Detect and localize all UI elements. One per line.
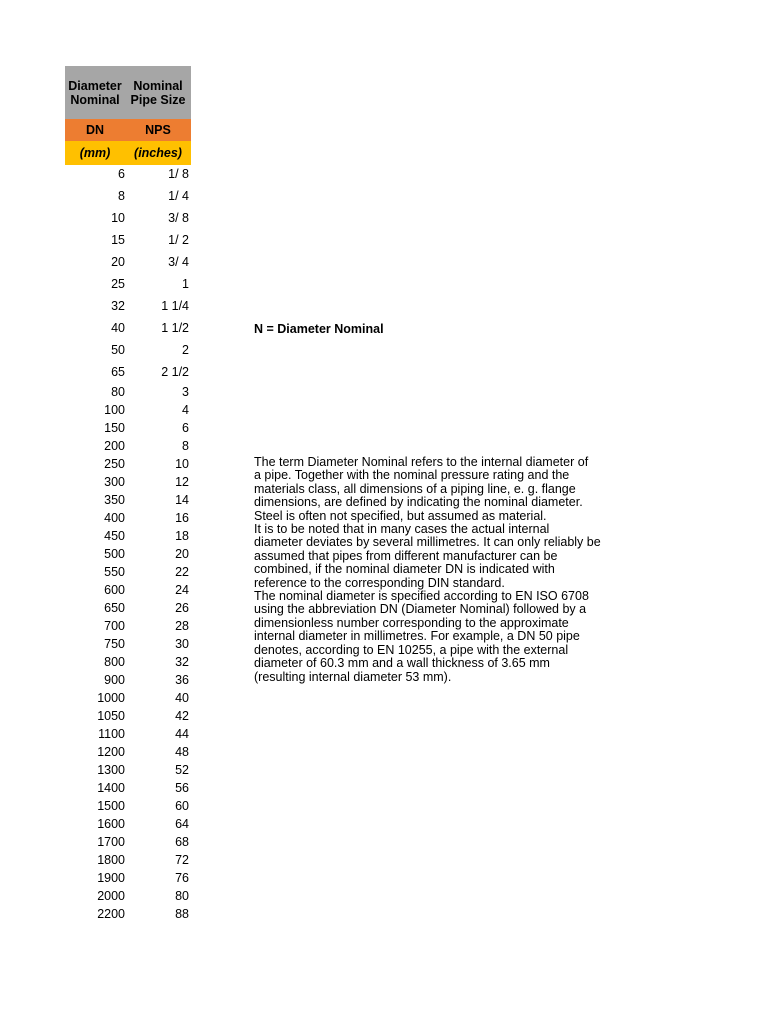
dn-value: 2200 [97,907,125,921]
definition-note: N = Diameter Nominal [254,322,384,336]
table-row [65,473,191,491]
dn-value: 65 [111,365,125,379]
description-line: materials class, all dimensions of a piping line, e. g. flange [254,481,576,496]
col-code-dn: DN [85,123,105,137]
table-row [65,319,191,337]
table-row [65,779,191,797]
description-line: assumed that pipes from different manufacturer can be [254,548,558,563]
description-line: reference to the corresponding DIN standard. [254,575,505,590]
table-code-row [65,119,191,141]
dn-value: 100 [104,403,125,417]
nps-value: 1 1/2 [161,321,189,335]
table-row [65,509,191,527]
table-row [65,297,191,315]
dn-value: 1500 [97,799,125,813]
dn-value: 40 [111,321,125,335]
table-row [65,545,191,563]
table-row [65,815,191,833]
dn-value: 1900 [97,871,125,885]
nps-value: 18 [175,529,189,543]
table-row [65,707,191,725]
description-line: combined, if the nominal diameter DN is indicated with [254,562,555,577]
dn-value: 550 [104,565,125,579]
table-row [65,725,191,743]
nps-value: 72 [175,853,189,867]
col-unit-inches: (inches) [134,146,182,160]
dn-value: 200 [104,439,125,453]
nps-value: 48 [175,745,189,759]
nps-value: 16 [175,511,189,525]
nps-value: 3 [182,385,189,399]
nps-value: 26 [175,601,189,615]
dn-value: 900 [104,673,125,687]
dn-value: 600 [104,583,125,597]
dn-value: 450 [104,529,125,543]
table-row [65,563,191,581]
dn-value: 20 [111,255,125,269]
nps-value: 1/ 8 [168,167,189,181]
nps-value: 3/ 8 [168,211,189,225]
table-row [65,599,191,617]
dn-value: 6 [118,167,125,181]
description-line: The nominal diameter is specified according to EN ISO 6708 [254,589,589,604]
table-row [65,455,191,473]
dn-value: 1050 [97,709,125,723]
description-line: Steel is often not specified, but assumed as material. [254,508,547,523]
table-row [65,905,191,923]
dn-nps-table [65,66,191,921]
dn-value: 1800 [97,853,125,867]
dn-value: 1300 [97,763,125,777]
dn-value: 50 [111,343,125,357]
nps-value: 36 [175,673,189,687]
dn-value: 400 [104,511,125,525]
description-line: diameter of 60.3 mm and a wall thickness of 3.65 mm [254,656,550,671]
col-title-nominal-pipe-size: Nominal Pipe Size [130,78,186,107]
nps-value: 10 [175,457,189,471]
dn-value: 300 [104,475,125,489]
description-text [254,456,624,684]
nps-value: 1/ 4 [168,189,189,203]
nps-value: 4 [182,403,189,417]
dn-value: 80 [111,385,125,399]
nps-value: 1 1/4 [161,299,189,313]
dn-value: 32 [111,299,125,313]
table-row [65,363,191,381]
table-row [65,341,191,359]
table-row [65,275,191,293]
nps-value: 28 [175,619,189,633]
dn-value: 25 [111,277,125,291]
col-unit-mm: (mm) [79,146,111,160]
table-row [65,231,191,249]
description-line: (resulting internal diameter 53 mm). [254,669,452,684]
description-line: denotes, according to EN 10255, a pipe with the external [254,642,569,657]
table-title-row [65,66,191,119]
description-line: a pipe. Together with the nominal pressure rating and the [254,468,570,483]
dn-value: 2000 [97,889,125,903]
nps-value: 24 [175,583,189,597]
dn-value: 15 [111,233,125,247]
nps-value: 2 [182,343,189,357]
table-row [65,383,191,401]
nps-value: 68 [175,835,189,849]
nps-value: 64 [175,817,189,831]
description-line: using the abbreviation DN (Diameter Nominal) followed by a [254,602,587,617]
dn-value: 500 [104,547,125,561]
description-line: The term Diameter Nominal refers to the internal diameter of [254,455,589,469]
dn-value: 1100 [98,727,125,741]
dn-value: 150 [104,421,125,435]
table-row [65,653,191,671]
nps-value: 76 [175,871,189,885]
dn-value: 1200 [97,745,125,759]
table-row [65,671,191,689]
dn-value: 1400 [97,781,125,795]
table-row [65,401,191,419]
table-unit-row [65,141,191,165]
description-line: diameter deviates by several millimetres. It can only reliably be [254,535,601,550]
nps-value: 40 [175,691,189,705]
description-line: dimensions, are defined by indicating the nominal diameter. [254,495,583,510]
nps-value: 22 [175,565,189,579]
table-row [65,617,191,635]
table-row [65,833,191,851]
nps-value: 60 [175,799,189,813]
dn-value: 650 [104,601,125,615]
table-row [65,581,191,599]
nps-value: 44 [175,727,189,741]
table-row [65,419,191,437]
dn-value: 250 [104,457,125,471]
table-row [65,209,191,227]
dn-value: 350 [104,493,125,507]
nps-value: 8 [182,439,189,453]
nps-value: 1 [182,277,189,291]
dn-value: 800 [104,655,125,669]
nps-value: 3/ 4 [168,255,189,269]
nps-value: 52 [175,763,189,777]
dn-value: 10 [111,211,125,225]
table-row [65,797,191,815]
table-row [65,635,191,653]
dn-value: 1000 [97,691,125,705]
nps-value: 12 [175,475,189,489]
table-row [65,869,191,887]
nps-value: 20 [175,547,189,561]
nps-value: 1/ 2 [168,233,189,247]
table-row [65,437,191,455]
description-line: internal diameter in millimetres. For example, a DN 50 pipe [254,629,580,644]
dn-value: 1600 [97,817,125,831]
nps-value: 30 [175,637,189,651]
table-row [65,761,191,779]
col-title-diameter-nominal: Diameter Nominal [68,78,122,107]
description-line: It is to be noted that in many cases the actual internal [254,522,550,537]
dn-value: 700 [104,619,125,633]
nps-value: 6 [182,421,189,435]
description-line: dimensionless number corresponding to the approximate [254,615,569,630]
nps-value: 2 1/2 [161,365,189,379]
nps-value: 14 [175,493,189,507]
table-row [65,887,191,905]
dn-value: 750 [104,637,125,651]
table-row [65,527,191,545]
table-row [65,491,191,509]
table-row [65,743,191,761]
dn-value: 8 [118,189,125,203]
table-row [65,689,191,707]
col-code-nps: NPS [145,123,171,137]
nps-value: 32 [175,655,189,669]
dn-value: 1700 [97,835,125,849]
table-row [65,253,191,271]
nps-value: 56 [175,781,189,795]
nps-value: 88 [175,907,189,921]
nps-value: 80 [175,889,189,903]
table-row [65,187,191,205]
table-row [65,851,191,869]
nps-value: 42 [175,709,189,723]
table-row [65,165,191,183]
